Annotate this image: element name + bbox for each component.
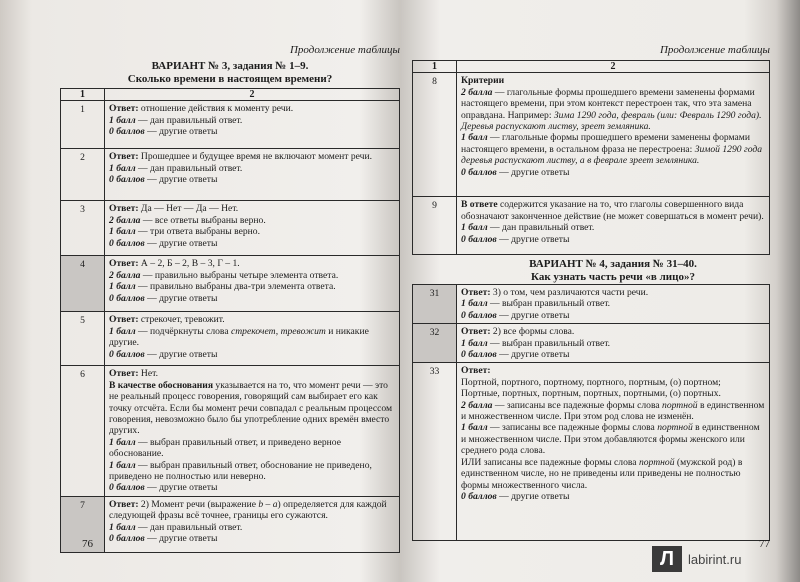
task-number: 9 [413,197,457,255]
table-row [413,285,770,324]
running-head: Продолжение таблицы [289,44,400,56]
table-row [61,496,400,552]
right-page [412,0,770,582]
table-row [413,73,770,197]
task-answer: Ответ: А – 2, Б – 2, В – 3, Г – 1. 2 балла — правильно выбраны четыре элемента ответа. 1 балл — правильно выбраны два-три элемента ответа. 0 баллов — другие ответы [105,256,400,312]
left-page [60,0,400,582]
watermark-text: labirint.ru [688,552,742,567]
answer-table-continued [412,60,770,255]
task-number: 33 [413,363,457,541]
heading-line-2: Как узнать часть речи «в лицо»? [531,271,695,283]
task-number: 5 [61,312,105,366]
task-number: 7 [61,496,105,552]
page-number: 76 [82,538,93,550]
task-number: 2 [61,149,105,201]
task-answer: Ответ: 2) все формы слова. 1 балл — выбран правильный ответ. 0 баллов — другие ответы [457,324,770,363]
answer-table [60,88,400,553]
table-row [413,363,770,541]
table-row [61,312,400,366]
column-header: 1 [61,89,105,101]
table-row [61,366,400,496]
task-answer: Ответ: Портной, портного, портному, портного, портным, (о) портном; Портные, портных, портным, портных, портными, (о) портных. 2 балла — записаны все падежные формы слова портной в единственном и множественном числе. При этом род слова не изменён. 1 балл — записаны все падежные формы слова портной в единственном и множественном числе. При этом добавляются формы женского или среднего рода слова. ИЛИ записаны все падежные формы слова портной (мужской род) в единственном числе, но не приведены или приведены не полностью формы множественного числа. 0 баллов — другие ответы [457,363,770,541]
table-header [61,89,400,101]
table-header [413,61,770,73]
task-number: 6 [61,366,105,496]
task-answer: Ответ: 3) о том, чем различаются части речи. 1 балл — выбран правильный ответ. 0 баллов — другие ответы [457,285,770,324]
task-number: 1 [61,101,105,149]
task-answer: Ответ: Да — Нет — Да — Нет. 2 балла — все ответы выбраны верно. 1 балл — три ответа выбраны верно. 0 баллов — другие ответы [105,201,400,256]
variant-heading [456,258,770,284]
task-answer: Ответ: Нет. В качестве обоснования указывается на то, что момент речи — это не реальный процесс говорения, говорящий сам выбирает его как точку отсчёта. Если бы момент речи совпадал с реальным процессом говорения, невозможно было бы употребление одних времён вместо других. 1 балл — выбран правильный ответ, и приведено верное обоснование. 1 балл — выбран правильный ответ, обоснование не приведено, приведено не полностью или неверно. 0 баллов — другие ответы [105,366,400,496]
column-header: 2 [105,89,400,101]
task-answer: Ответ: стрекочет, тревожит. 1 балл — подчёркнуты слова стрекочет, тревожит и никакие другие. 0 баллов — другие ответы [105,312,400,366]
labirint-logo-icon: Л [652,546,682,572]
task-number: 31 [413,285,457,324]
task-answer: Ответ: 2) Момент речи (выражение b – a) определяется для каждой следующей фразы всё точнее, границы его сужаются. 1 балл — дан правильный ответ. 0 баллов — другие ответы [105,496,400,552]
task-number: 8 [413,73,457,197]
column-header: 2 [457,61,770,73]
task-number: 4 [61,256,105,312]
running-head: Продолжение таблицы [659,44,770,56]
table-row [413,197,770,255]
heading-line-2: Сколько времени в настоящем времени? [127,73,333,85]
heading-line-1: ВАРИАНТ № 3, задания № 1–9. [151,60,309,72]
table-row [61,256,400,312]
task-number: 32 [413,324,457,363]
task-answer: Критерии 2 балла — глагольные формы прошедшего времени заменены формами настоящего времени, при этом контекст перестроен так, что эта замена оправдана. Например: Зима 1290 года, февраль (или: Февраль 1290 года). Деревья распускают листву, зреет земляника. 1 балл — глагольные формы прошедшего времени заменены формами настоящего времени, в остальном фраза не перестроена: Зимой 1290 года деревья распускают листву, а в феврале зреет земляника. 0 баллов — другие ответы [457,73,770,197]
table-row [413,324,770,363]
task-answer: Ответ: Прошедшее и будущее время не включают момент речи. 1 балл — дан правильный ответ. 0 баллов — другие ответы [105,149,400,201]
answer-table-variant-4 [412,284,770,541]
task-number: 3 [61,201,105,256]
page-number: 77 [759,538,770,550]
heading-line-1: ВАРИАНТ № 4, задания № 31–40. [529,258,697,270]
table-row [61,201,400,256]
table-row [61,101,400,149]
table-row [61,149,400,201]
task-answer: Ответ: отношение действия к моменту речи. 1 балл — дан правильный ответ. 0 баллов — другие ответы [105,101,400,149]
column-header: 1 [413,61,457,73]
variant-heading [60,60,400,86]
task-answer: В ответе содержится указание на то, что глаголы совершенного вида обозначают законченное действие (не может совершаться в момент речи). 1 балл — дан правильный ответ. 0 баллов — другие ответы [457,197,770,255]
